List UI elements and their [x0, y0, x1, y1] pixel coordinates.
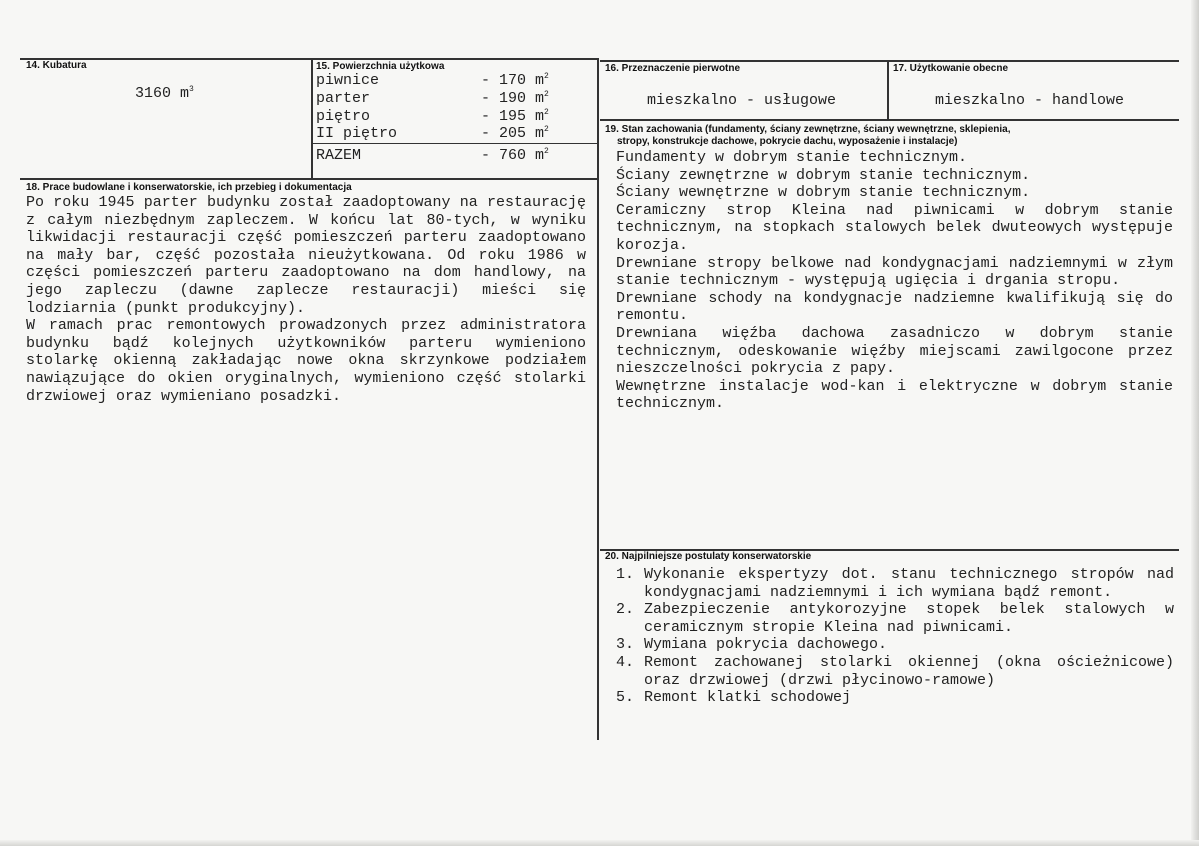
stan-paragraph: Drewniane stropy belkowe nad kondygnacjami nadziemnymi w złym stanie technicznym - występują ugięcia i drgania stropu.	[616, 254, 1173, 290]
list-item-text: Wymiana pokrycia dachowego.	[644, 636, 888, 654]
surface-value	[481, 72, 549, 89]
page-edge-bottom	[0, 840, 1199, 846]
postulaty-label: 20. Najpilniejsze postulaty konserwatorskie	[605, 551, 812, 562]
surface-total-number: - 760 m	[481, 147, 545, 164]
stan-paragraph: Ceramiczny strop Kleina nad piwnicami w dobrym stanie technicznym, na stopkach stalowych belek dwuteowych występuje korozja.	[616, 201, 1173, 254]
list-item	[614, 601, 1174, 636]
surface-row-parter	[316, 90, 556, 107]
surface-total-name: RAZEM	[316, 147, 362, 164]
surface-row-ii-pietro	[316, 125, 556, 142]
rule-razem	[313, 143, 597, 144]
prace-text	[26, 194, 586, 405]
list-item-number: 1.	[616, 566, 635, 583]
surface-total-sup: 2	[544, 147, 549, 156]
surface-name: piwnice	[316, 72, 380, 89]
surface-sup: 2	[544, 108, 549, 117]
stan-paragraph: Wewnętrzne instalacje wod-kan i elektryczne w dobrym stanie technicznym.	[616, 377, 1173, 413]
list-item-number: 3.	[616, 636, 635, 654]
prace-label: 18. Prace budowlane i konserwatorskie, ich przebieg i dokumentacja	[26, 182, 352, 193]
postulaty-list	[614, 566, 1174, 707]
list-item	[614, 689, 1174, 707]
stan-paragraph: Drewniana więźba dachowa zasadniczo w dobrym stanie technicznym, odeskowanie więźby miejscami zawilgocone przez nieszczelności pokrycia z papy.	[616, 324, 1173, 378]
rule-vert-14-15	[311, 58, 313, 180]
list-item-text: Remont klatki schodowej	[644, 689, 852, 707]
list-item	[614, 654, 1174, 689]
przeznaczenie-value: mieszkalno - usługowe	[647, 92, 837, 109]
prace-paragraph: W ramach prac remontowych prowadzonych przez administratora budynku bądź kolejnych użytkowników parteru wymieniono stolarkę okienną zakładając nowe okna skrzynkowe podziałem nawiązujące do okien oryginalnych, wymieniono część stolarki drzwiowej oraz wymieniano posadzki.	[26, 317, 586, 405]
stan-label-line2: stropy, konstrukcje dachowe, pokrycie dachu, wyposażenie i instalacje)	[617, 136, 958, 147]
list-item-number: 2.	[616, 601, 635, 619]
surface-number: - 195 m	[481, 108, 545, 125]
surface-sup: 2	[544, 125, 549, 134]
list-item-text: Remont zachowanej stolarki okiennej (okna ościeżnicowe) oraz drzwiowej (drzwi płycinowo-ramowe)	[644, 653, 1174, 689]
kubatura-unit-sup: 3	[189, 85, 194, 94]
list-item	[614, 636, 1174, 654]
stan-paragraph: Fundamenty w dobrym stanie technicznym.	[616, 149, 968, 166]
page-edge-right	[1191, 0, 1199, 846]
kubatura-number: 3160 m	[135, 85, 190, 102]
list-item-text: Zabezpieczenie antykorozyjne stopek belek stalowych w ceramicznym stropie Kleina nad piwnicami.	[644, 601, 1174, 636]
powierzchnia-label: 15. Powierzchnia użytkowa	[316, 61, 445, 72]
rule-top-right	[600, 60, 1179, 62]
surface-value	[481, 90, 549, 107]
surface-row-razem	[316, 147, 556, 164]
rule-top-left	[20, 58, 597, 60]
list-item-number: 5.	[616, 689, 635, 707]
rule-vert-16-17	[887, 60, 889, 121]
surface-sup: 2	[544, 90, 549, 99]
kubatura-label: 14. Kubatura	[26, 60, 87, 71]
uzytkowanie-label: 17. Użytkowanie obecne	[893, 63, 1009, 74]
surface-number: - 205 m	[481, 125, 545, 142]
stan-label-line1: 19. Stan zachowania (fundamenty, ściany zewnętrzne, ściany wewnętrzne, sklepienia,	[605, 124, 1011, 135]
stan-paragraph: Ściany wewnętrzne w dobrym stanie technicznym.	[616, 184, 1031, 202]
surface-number: - 190 m	[481, 90, 545, 107]
surface-value	[481, 108, 549, 125]
surface-name: parter	[316, 90, 371, 107]
stan-text	[616, 149, 1173, 413]
kubatura-value	[135, 85, 194, 103]
surface-name: II piętro	[316, 125, 398, 142]
rule-above-18	[20, 178, 597, 180]
surface-row-pietro	[316, 108, 556, 125]
list-item	[614, 566, 1174, 601]
prace-paragraph: Po roku 1945 parter budynku został zaadoptowany na restaurację z całym niezbędnym zapleczem. W końcu lat 80-tych, w wyniku likwidacji restauracji część pomieszczeń parteru zaadoptowano na mały bar, część pozostała nieużytkowana. Od roku 1986 w części pomieszczeń parteru zaadoptowano na dom handlowy, na jego zapleczu (dawne zaplecze restauracji) mieści się lodziarnia (punkt produkcyjny).	[26, 194, 586, 317]
stan-label	[605, 124, 1165, 148]
surface-row-piwnice	[316, 72, 556, 89]
stan-paragraph: Ściany zewnętrzne w dobrym stanie technicznym.	[616, 166, 1031, 184]
stan-paragraph: Drewniane schody na kondygnacje nadziemne kwalifikują się do remontu.	[616, 289, 1173, 325]
rule-under-16-17	[600, 119, 1179, 121]
list-item-number: 4.	[616, 653, 635, 671]
surface-sup: 2	[544, 72, 549, 81]
przeznaczenie-label: 16. Przeznaczenie pierwotne	[605, 63, 741, 74]
list-item-text: Wykonanie ekspertyzy dot. stanu technicznego stropów nad kondygnacjami nadziemnymi i ich wymiana bądź remont.	[644, 566, 1174, 601]
surface-total-value	[481, 147, 549, 164]
surface-number: - 170 m	[481, 72, 545, 89]
rule-vert-main	[597, 58, 599, 740]
surface-name: piętro	[316, 108, 371, 125]
uzytkowanie-value: mieszkalno - handlowe	[935, 92, 1125, 109]
surface-value	[481, 125, 549, 142]
